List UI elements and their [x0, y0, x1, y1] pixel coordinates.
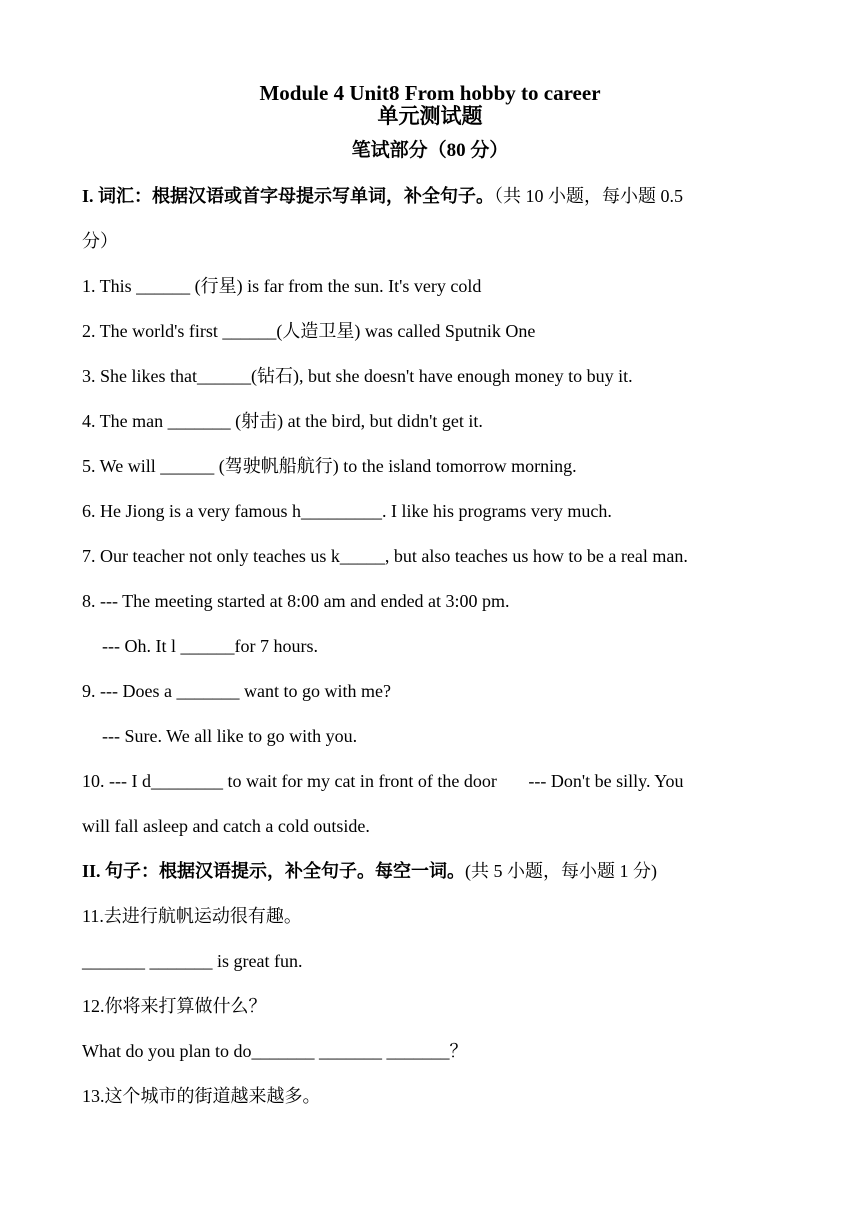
question-13-prompt: 13.这个城市的街道越来越多。 — [82, 1086, 321, 1106]
question-11-blank: _______ _______ is great fun. — [82, 951, 303, 971]
question-11-prompt: 11.去进行航帆运动很有趣。 — [82, 906, 302, 926]
question-9: 9. --- Does a _______ want to go with me? — [82, 681, 391, 701]
section-1-heading-wrap: 分） — [82, 231, 118, 251]
paper-part-label: 笔试部分（80 分） — [351, 140, 509, 161]
question-2: 2. The world's first ______(人造卫星) was called Sputnik One — [82, 321, 536, 341]
question-5: 5. We will ______ (驾驶帆船航行) to the island tomorrow morning. — [82, 456, 577, 476]
section-1-heading-score: （共 10 小题，每小题 0.5 — [494, 186, 684, 206]
section-1-heading-bold: I. 词汇：根据汉语或首字母提示写单词，补全句子。 — [82, 186, 495, 206]
question-9-reply: --- Sure. We all like to go with you. — [102, 726, 358, 746]
question-12-prompt: 12.你将来打算做什么？ — [82, 996, 267, 1016]
question-4: 4. The man _______ (射击) at the bird, but didn't get it. — [82, 411, 483, 431]
document-title: Module 4 Unit8 From hobby to career — [259, 81, 601, 105]
question-12-blank: What do you plan to do_______ _______ _______？ — [82, 1041, 468, 1061]
section-2-heading-bold: II. 句子：根据汉语提示，补全句子。每空一词。 — [82, 861, 466, 881]
question-1: 1. This ______ (行星) is far from the sun. It's very cold — [82, 276, 482, 296]
question-8: 8. --- The meeting started at 8:00 am and ended at 3:00 pm. — [82, 591, 510, 611]
section-1-heading — [82, 184, 782, 208]
question-10: 10. --- I d________ to wait for my cat in front of the door --- Don't be silly. You — [82, 771, 684, 791]
section-2-heading — [82, 859, 782, 883]
question-10-wrap: will fall asleep and catch a cold outside. — [82, 816, 370, 836]
document-subtitle: 单元测试题 — [377, 104, 483, 128]
question-3: 3. She likes that______(钻石), but she doesn't have enough money to buy it. — [82, 366, 633, 386]
question-8-reply: --- Oh. It l ______for 7 hours. — [102, 636, 318, 656]
question-6: 6. He Jiong is a very famous h_________. I like his programs very much. — [82, 501, 612, 521]
section-2-heading-score: (共 5 小题，每小题 1 分) — [465, 861, 658, 881]
question-7: 7. Our teacher not only teaches us k_____, but also teaches us how to be a real man. — [82, 546, 688, 566]
